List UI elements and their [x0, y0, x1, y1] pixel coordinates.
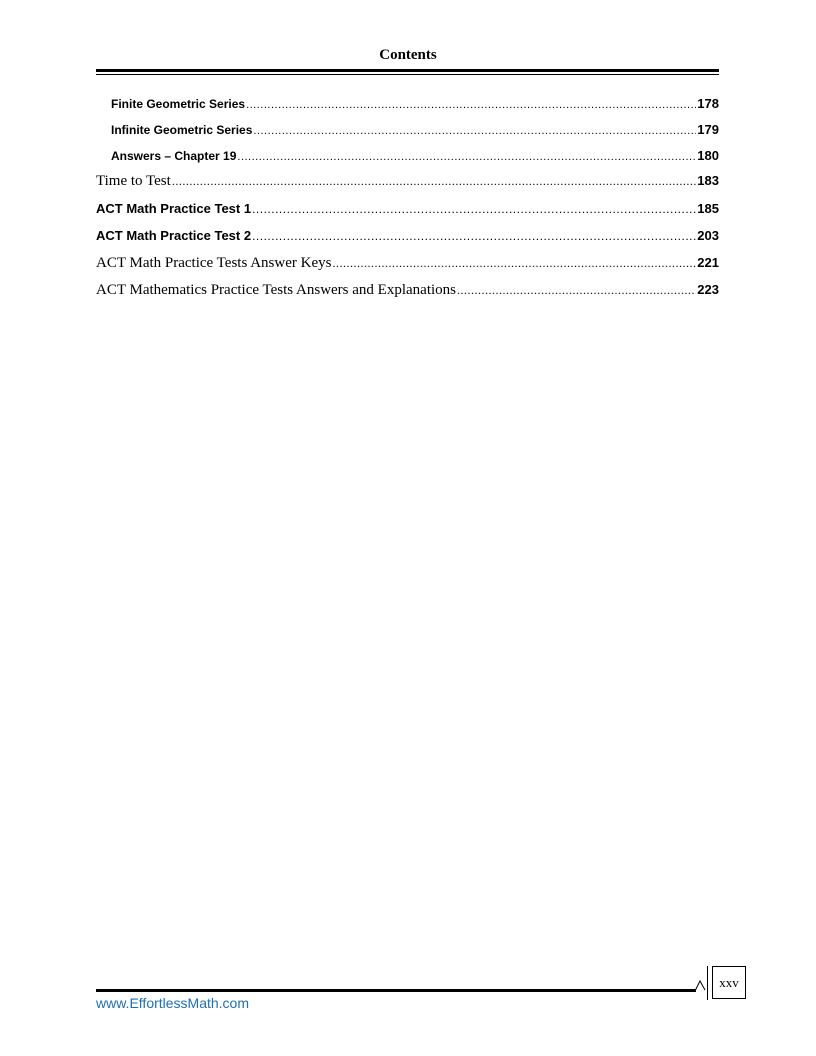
footer-website-link[interactable]: www.EffortlessMath.com [96, 995, 250, 1011]
toc-entry-page: 178 [697, 96, 719, 111]
toc-leader-dots [246, 99, 696, 111]
toc-entry-answer-keys[interactable] [96, 255, 719, 272]
toc-entry-label: Time to Test [96, 173, 171, 189]
toc-entry-label: ACT Mathematics Practice Tests Answers and Explanations [96, 282, 456, 298]
toc-entry-practice-test-1[interactable] [96, 201, 719, 216]
toc-entry-label: ACT Math Practice Test 1 [96, 201, 252, 216]
toc-leader-dots [252, 229, 696, 243]
toc-entry-page: 180 [697, 148, 719, 163]
page-number: xxv [712, 966, 746, 999]
toc-leader-dots [253, 125, 696, 137]
toc-entry-answers-and-explanations[interactable] [96, 282, 719, 299]
header-rule-thin [96, 74, 719, 75]
toc-entry-page: 203 [697, 228, 719, 243]
toc-entry-practice-test-2[interactable] [96, 228, 719, 243]
toc-leader-dots [457, 283, 696, 298]
toc-entry-label: Answers – Chapter 19 [111, 149, 237, 163]
toc-leader-dots [172, 174, 696, 189]
toc-entry-time-to-test[interactable] [96, 173, 719, 190]
toc-entry-answers-chapter-19[interactable] [96, 148, 719, 163]
page-title: Contents [379, 47, 437, 63]
header-rule [96, 69, 719, 72]
toc-entry-label: ACT Math Practice Test 2 [96, 228, 252, 243]
footer-rule-corner [695, 974, 711, 998]
page-number-divider [707, 966, 708, 1000]
toc-entry-label: ACT Math Practice Tests Answer Keys [96, 255, 332, 271]
toc-entry-page: 185 [697, 201, 719, 216]
toc-entry-page: 221 [697, 255, 719, 270]
toc-leader-dots [237, 151, 696, 163]
toc-entry-infinite-geometric-series[interactable] [96, 122, 719, 137]
toc-entry-label: Finite Geometric Series [111, 97, 246, 111]
toc-leader-dots [332, 256, 696, 271]
toc-leader-dots [252, 202, 696, 216]
toc-entry-page: 183 [697, 173, 719, 188]
toc-entry-page: 179 [697, 122, 719, 137]
footer-rule [96, 989, 696, 992]
toc-entry-page: 223 [697, 282, 719, 297]
toc-entry-label: Infinite Geometric Series [111, 123, 253, 137]
toc-entry-finite-geometric-series[interactable] [96, 96, 719, 111]
